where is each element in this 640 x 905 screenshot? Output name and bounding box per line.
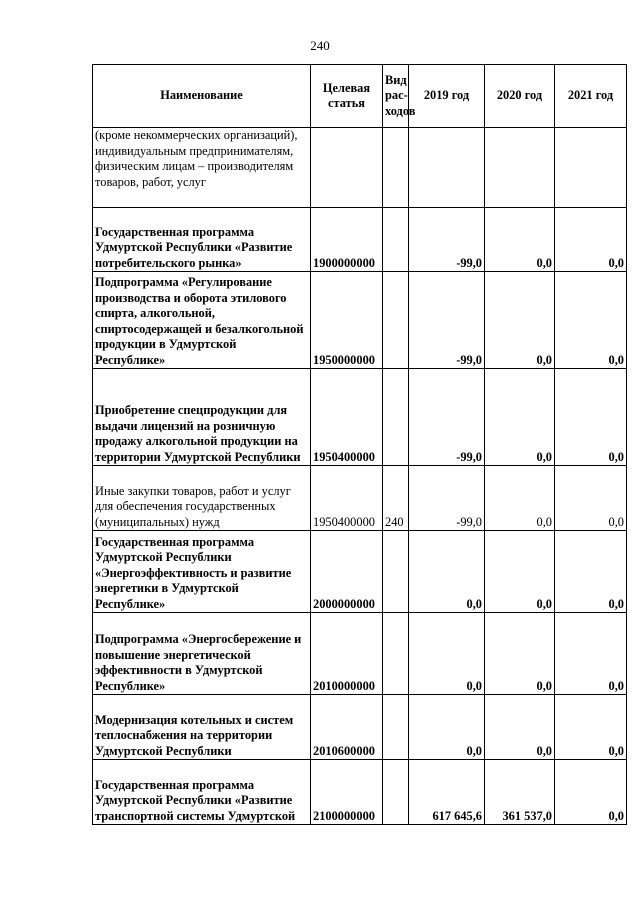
page-number: 240 <box>310 38 330 53</box>
cell-name: (кроме некоммерческих организаций), индивидуальным предпринимателям, физическим лицам – производителям товаров, работ, услуг <box>93 128 311 208</box>
cell-2021: 0,0 <box>555 531 627 613</box>
cell-2021: 0,0 <box>555 695 627 760</box>
cell-2019: -99,0 <box>409 208 485 272</box>
cell-2021 <box>555 128 627 208</box>
cell-target-article: 2000000000 <box>311 531 383 613</box>
cell-2021: 0,0 <box>555 208 627 272</box>
table-row <box>93 466 627 531</box>
cell-2020 <box>485 128 555 208</box>
cell-2020: 0,0 <box>485 613 555 695</box>
cell-2019: 0,0 <box>409 531 485 613</box>
table-row <box>93 208 627 272</box>
cell-target-article: 2010000000 <box>311 613 383 695</box>
header-2019: 2019 год <box>409 65 485 128</box>
cell-expense-type <box>383 613 409 695</box>
cell-target-article: 1900000000 <box>311 208 383 272</box>
table-header <box>93 65 627 128</box>
cell-expense-type <box>383 369 409 466</box>
table-row <box>93 128 627 208</box>
cell-2021: 0,0 <box>555 613 627 695</box>
cell-2020: 0,0 <box>485 466 555 531</box>
cell-2019 <box>409 128 485 208</box>
cell-2019: -99,0 <box>409 369 485 466</box>
cell-2019: 0,0 <box>409 613 485 695</box>
cell-name: Иные закупки товаров, работ и услуг для обеспечения государственных (муниципальных) нужд <box>93 466 311 531</box>
table-row <box>93 531 627 613</box>
table-row <box>93 695 627 760</box>
cell-name: Подпрограмма «Энергосбережение и повышение энергетической эффективности в Удмуртской Республике» <box>93 613 311 695</box>
table-row <box>93 613 627 695</box>
cell-2021: 0,0 <box>555 466 627 531</box>
table-row <box>93 272 627 369</box>
table-body <box>93 128 627 825</box>
cell-name: Приобретение спецпродукции для выдачи лицензий на розничную продажу алкогольной продукции на территории Удмуртской Республики <box>93 369 311 466</box>
cell-2020: 0,0 <box>485 369 555 466</box>
cell-expense-type <box>383 272 409 369</box>
cell-2020: 0,0 <box>485 695 555 760</box>
cell-target-article: 1950400000 <box>311 466 383 531</box>
table-row <box>93 369 627 466</box>
cell-name: Государственная программа Удмуртской Республики «Развитие транспортной системы Удмуртской <box>93 760 311 825</box>
header-name: Наименование <box>93 65 311 128</box>
cell-2021: 0,0 <box>555 272 627 369</box>
cell-target-article: 1950400000 <box>311 369 383 466</box>
header-target-article: Целевая статья <box>311 65 383 128</box>
cell-name: Подпрограмма «Регулирование производства и оборота этилового спирта, алкогольной, спиртосодержащей и безалкогольной продукции в Удмуртской Республике» <box>93 272 311 369</box>
cell-2020: 0,0 <box>485 208 555 272</box>
header-2021: 2021 год <box>555 65 627 128</box>
cell-expense-type <box>383 128 409 208</box>
header-expense-type: Вид рас-ходов <box>383 65 409 128</box>
cell-expense-type <box>383 531 409 613</box>
cell-name: Модернизация котельных и систем теплоснабжения на территории Удмуртской Республики <box>93 695 311 760</box>
cell-expense-type <box>383 760 409 825</box>
cell-2019: -99,0 <box>409 272 485 369</box>
cell-2021: 0,0 <box>555 369 627 466</box>
header-2020: 2020 год <box>485 65 555 128</box>
cell-name: Государственная программа Удмуртской Республики «Развитие потребительского рынка» <box>93 208 311 272</box>
table-row <box>93 760 627 825</box>
cell-name: Государственная программа Удмуртской Республики «Энергоэффективность и развитие энергетики в Удмуртской Республике» <box>93 531 311 613</box>
cell-2019: -99,0 <box>409 466 485 531</box>
cell-2021: 0,0 <box>555 760 627 825</box>
cell-target-article: 2010600000 <box>311 695 383 760</box>
cell-target-article <box>311 128 383 208</box>
cell-2019: 0,0 <box>409 695 485 760</box>
cell-2020: 0,0 <box>485 531 555 613</box>
cell-2020: 0,0 <box>485 272 555 369</box>
cell-2020: 361 537,0 <box>485 760 555 825</box>
budget-table <box>92 64 627 825</box>
cell-expense-type <box>383 695 409 760</box>
cell-2019: 617 645,6 <box>409 760 485 825</box>
cell-target-article: 1950000000 <box>311 272 383 369</box>
cell-expense-type: 240 <box>383 466 409 531</box>
cell-target-article: 2100000000 <box>311 760 383 825</box>
cell-expense-type <box>383 208 409 272</box>
